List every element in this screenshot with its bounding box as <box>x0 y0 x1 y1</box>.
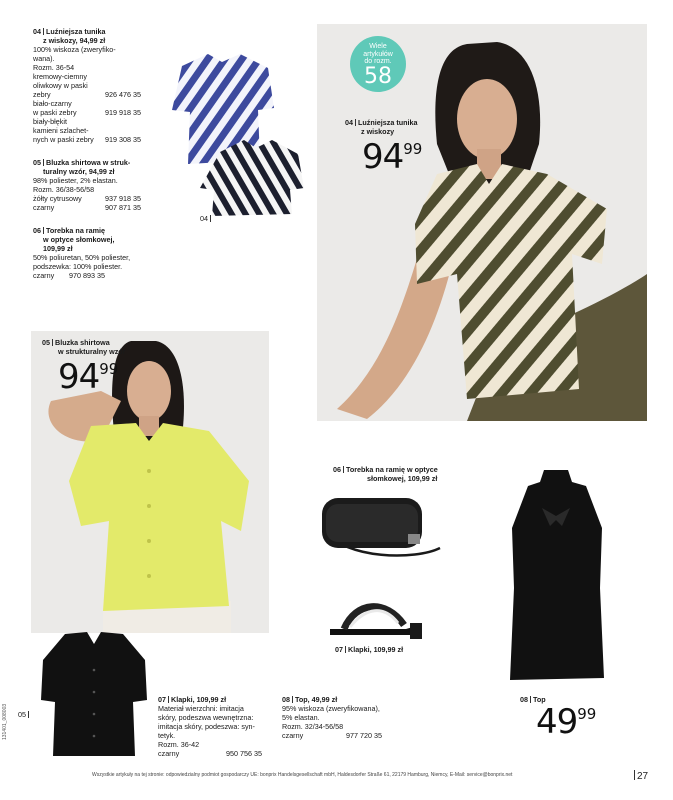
variant-code: 907 871 35 <box>105 203 141 212</box>
variant-name: zebry <box>33 90 51 99</box>
variant-code: 919 918 35 <box>105 108 141 117</box>
desc-line: 98% poliester, 2% elastan. <box>33 176 118 185</box>
black-blouse-illustration <box>35 630 153 758</box>
item-title-line2: turalny wzór, 94,99 zł <box>43 167 115 176</box>
caption-text: słomkowej, 109,99 zł <box>367 474 438 483</box>
desc-line: oliwkowy w paski <box>33 81 88 90</box>
item-title-line2: z wiskozy, 94,99 zł <box>43 36 106 45</box>
variant-code: 937 918 35 <box>105 194 141 203</box>
variant-name: czarny <box>33 203 55 212</box>
variant-name: nych w paski zebry <box>33 135 94 144</box>
desc-line: tetyk. <box>158 731 176 740</box>
item-title-line3: 109,99 zł <box>43 244 73 253</box>
desc-line: podszewka: 100% poliester. <box>33 262 123 271</box>
item-title: Luźniejsza tunika <box>46 27 106 36</box>
item-number: 08 <box>282 695 290 704</box>
sandals-caption <box>335 645 403 654</box>
desc-line: skóry, podeszwa wewnętrzna: <box>158 713 254 722</box>
tunic-caption <box>345 118 435 136</box>
variant-code: 919 308 35 <box>105 135 141 144</box>
item-title: Top, 49,99 zł <box>295 695 338 704</box>
page-number-text: 27 <box>637 771 649 782</box>
price-main: 94 <box>362 137 404 177</box>
sandals-image <box>326 595 446 639</box>
desc-line: 95% wiskoza (zweryfikowana), <box>282 704 380 713</box>
caption-text: w strukturalny wzór <box>58 347 126 356</box>
item-number: 08 <box>520 695 528 704</box>
item-number: 06 <box>33 226 41 235</box>
desc-line: Rozm. 36-42 <box>158 740 200 749</box>
sandals-illustration <box>326 595 446 639</box>
variant-code: 977 720 35 <box>346 731 382 740</box>
black-top-illustration <box>506 468 606 688</box>
side-code: 131401_008003 <box>2 703 8 740</box>
variant-name: czarny <box>33 271 55 280</box>
item-number: 05 <box>33 158 41 167</box>
variant-code: 950 756 35 <box>226 749 262 758</box>
badge-line: do rozm. <box>364 58 392 65</box>
desc-line: Rozm. 32/34-56/58 <box>282 722 344 731</box>
blouse-caption <box>42 338 152 356</box>
price-main: 49 <box>536 702 578 742</box>
page-number <box>632 770 648 782</box>
black-blouse-image <box>35 630 153 758</box>
item-number: 07 <box>335 645 343 654</box>
desc-line: kremowy-ciemny <box>33 72 87 81</box>
item-title-line2: w optyce słomkowej, <box>43 235 115 244</box>
variant-name: w paski zebry <box>33 108 77 117</box>
footer-legal-text: Wszystkie artykuły na tej stronie: odpowiedzialny podmiot gospodarczy UE: bonprix Handelsgesellschaft mbH, Haldesdorfer Straße 61, 22179 Hamburg, Niemcy, E-Mail: service@bonprix.net <box>92 772 513 778</box>
bag-caption <box>333 465 453 483</box>
desc-line: imitacja skóry, podeszwa: syn- <box>158 722 255 731</box>
tunic-price <box>362 137 423 177</box>
variant-name: kamieni szlachet- <box>33 126 89 135</box>
size-badge <box>350 36 406 92</box>
variant-code: 970 893 35 <box>69 271 105 280</box>
item-04-description <box>33 27 141 144</box>
folded-tunics-label <box>200 214 213 223</box>
item-number: 05 <box>18 710 26 719</box>
variant-code: 926 476 35 <box>105 90 141 99</box>
black-blouse-label <box>18 710 31 719</box>
desc-line: 50% poliuretan, 50% poliester, <box>33 253 131 262</box>
variant-name: biały-błękit <box>33 117 67 126</box>
desc-line: Materiał wierzchni: imitacja <box>158 704 244 713</box>
desc-line: Rozm. 36-54 <box>33 63 75 72</box>
item-07-description <box>158 695 262 758</box>
caption-text: Bluzka shirtowa <box>55 338 110 347</box>
variant-name: czarny <box>282 731 304 740</box>
badge-size: 58 <box>364 63 392 89</box>
caption-text: Luźniejsza tunika <box>358 118 418 127</box>
caption-text: z wiskozy <box>361 127 395 136</box>
badge-line: artykułów <box>363 50 393 58</box>
desc-line: 5% elastan. <box>282 713 320 722</box>
top-price <box>536 702 597 742</box>
folded-tunics-image <box>160 48 310 218</box>
item-number: 04 <box>200 214 208 223</box>
variant-name: czarny <box>158 749 180 758</box>
bag-image <box>316 490 446 562</box>
item-title: Klapki, 109,99 zł <box>171 695 227 704</box>
item-number: 04 <box>345 118 353 127</box>
blouse-price <box>58 357 119 397</box>
desc-line: wana). <box>33 54 55 63</box>
bag-illustration <box>316 490 446 562</box>
item-title: Bluzka shirtowa w struk- <box>46 158 131 167</box>
desc-line: Rozm. 36/38-56/58 <box>33 185 95 194</box>
price-cents: 99 <box>577 705 597 723</box>
item-number: 04 <box>33 27 41 36</box>
price-main: 94 <box>58 357 100 397</box>
caption-text: Top <box>533 695 546 704</box>
desc-line: 100% wiskoza (zweryfiko- <box>33 45 116 54</box>
price-cents: 99 <box>99 360 119 378</box>
item-number: 05 <box>42 338 50 347</box>
price-cents: 99 <box>403 140 423 158</box>
item-05-description <box>33 158 141 212</box>
item-number: 07 <box>158 695 166 704</box>
black-top-image <box>506 468 606 688</box>
item-title: Torebka na ramię <box>46 226 105 235</box>
item-number: 06 <box>333 465 341 474</box>
caption-text: Klapki, 109,99 zł <box>348 645 404 654</box>
item-06-description <box>33 226 145 280</box>
caption-text: Torebka na ramię w optyce <box>346 465 438 474</box>
variant-name: biało-czarny <box>33 99 72 108</box>
folded-tunics-illustration <box>160 48 310 218</box>
variant-name: żółty cytrusowy <box>33 194 82 203</box>
item-08-description <box>282 695 382 740</box>
badge-line: Wiele <box>369 43 387 50</box>
